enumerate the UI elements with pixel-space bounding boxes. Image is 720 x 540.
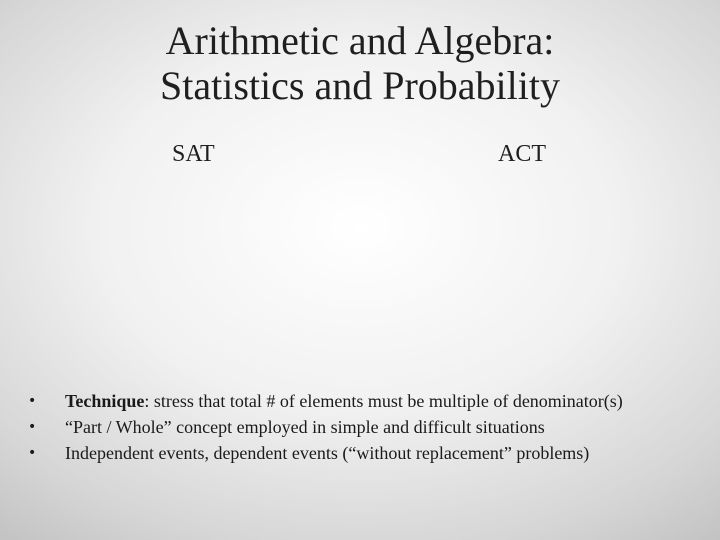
title-line-1: Arithmetic and Algebra: <box>165 18 555 63</box>
bullet-text: : stress that total # of elements must be multiple of denominator(s) <box>144 391 623 411</box>
bullet-item <box>28 416 698 438</box>
title-line-2: Statistics and Probability <box>160 63 560 108</box>
bullet-list <box>28 390 698 468</box>
bullet-marker: • <box>28 445 37 461</box>
column-header-act: ACT <box>498 141 546 167</box>
bullet-item <box>28 390 698 412</box>
column-header-sat: SAT <box>172 141 215 167</box>
bullet-text: Independent events, dependent events (“without replacement” problems) <box>65 443 590 463</box>
bullet-marker: • <box>28 419 37 435</box>
slide-title <box>60 18 660 108</box>
bullet-item <box>28 442 698 464</box>
bullet-bold-term: Technique <box>65 391 145 411</box>
bullet-marker: • <box>28 393 37 409</box>
bullet-text: “Part / Whole” concept employed in simple and difficult situations <box>65 417 545 437</box>
